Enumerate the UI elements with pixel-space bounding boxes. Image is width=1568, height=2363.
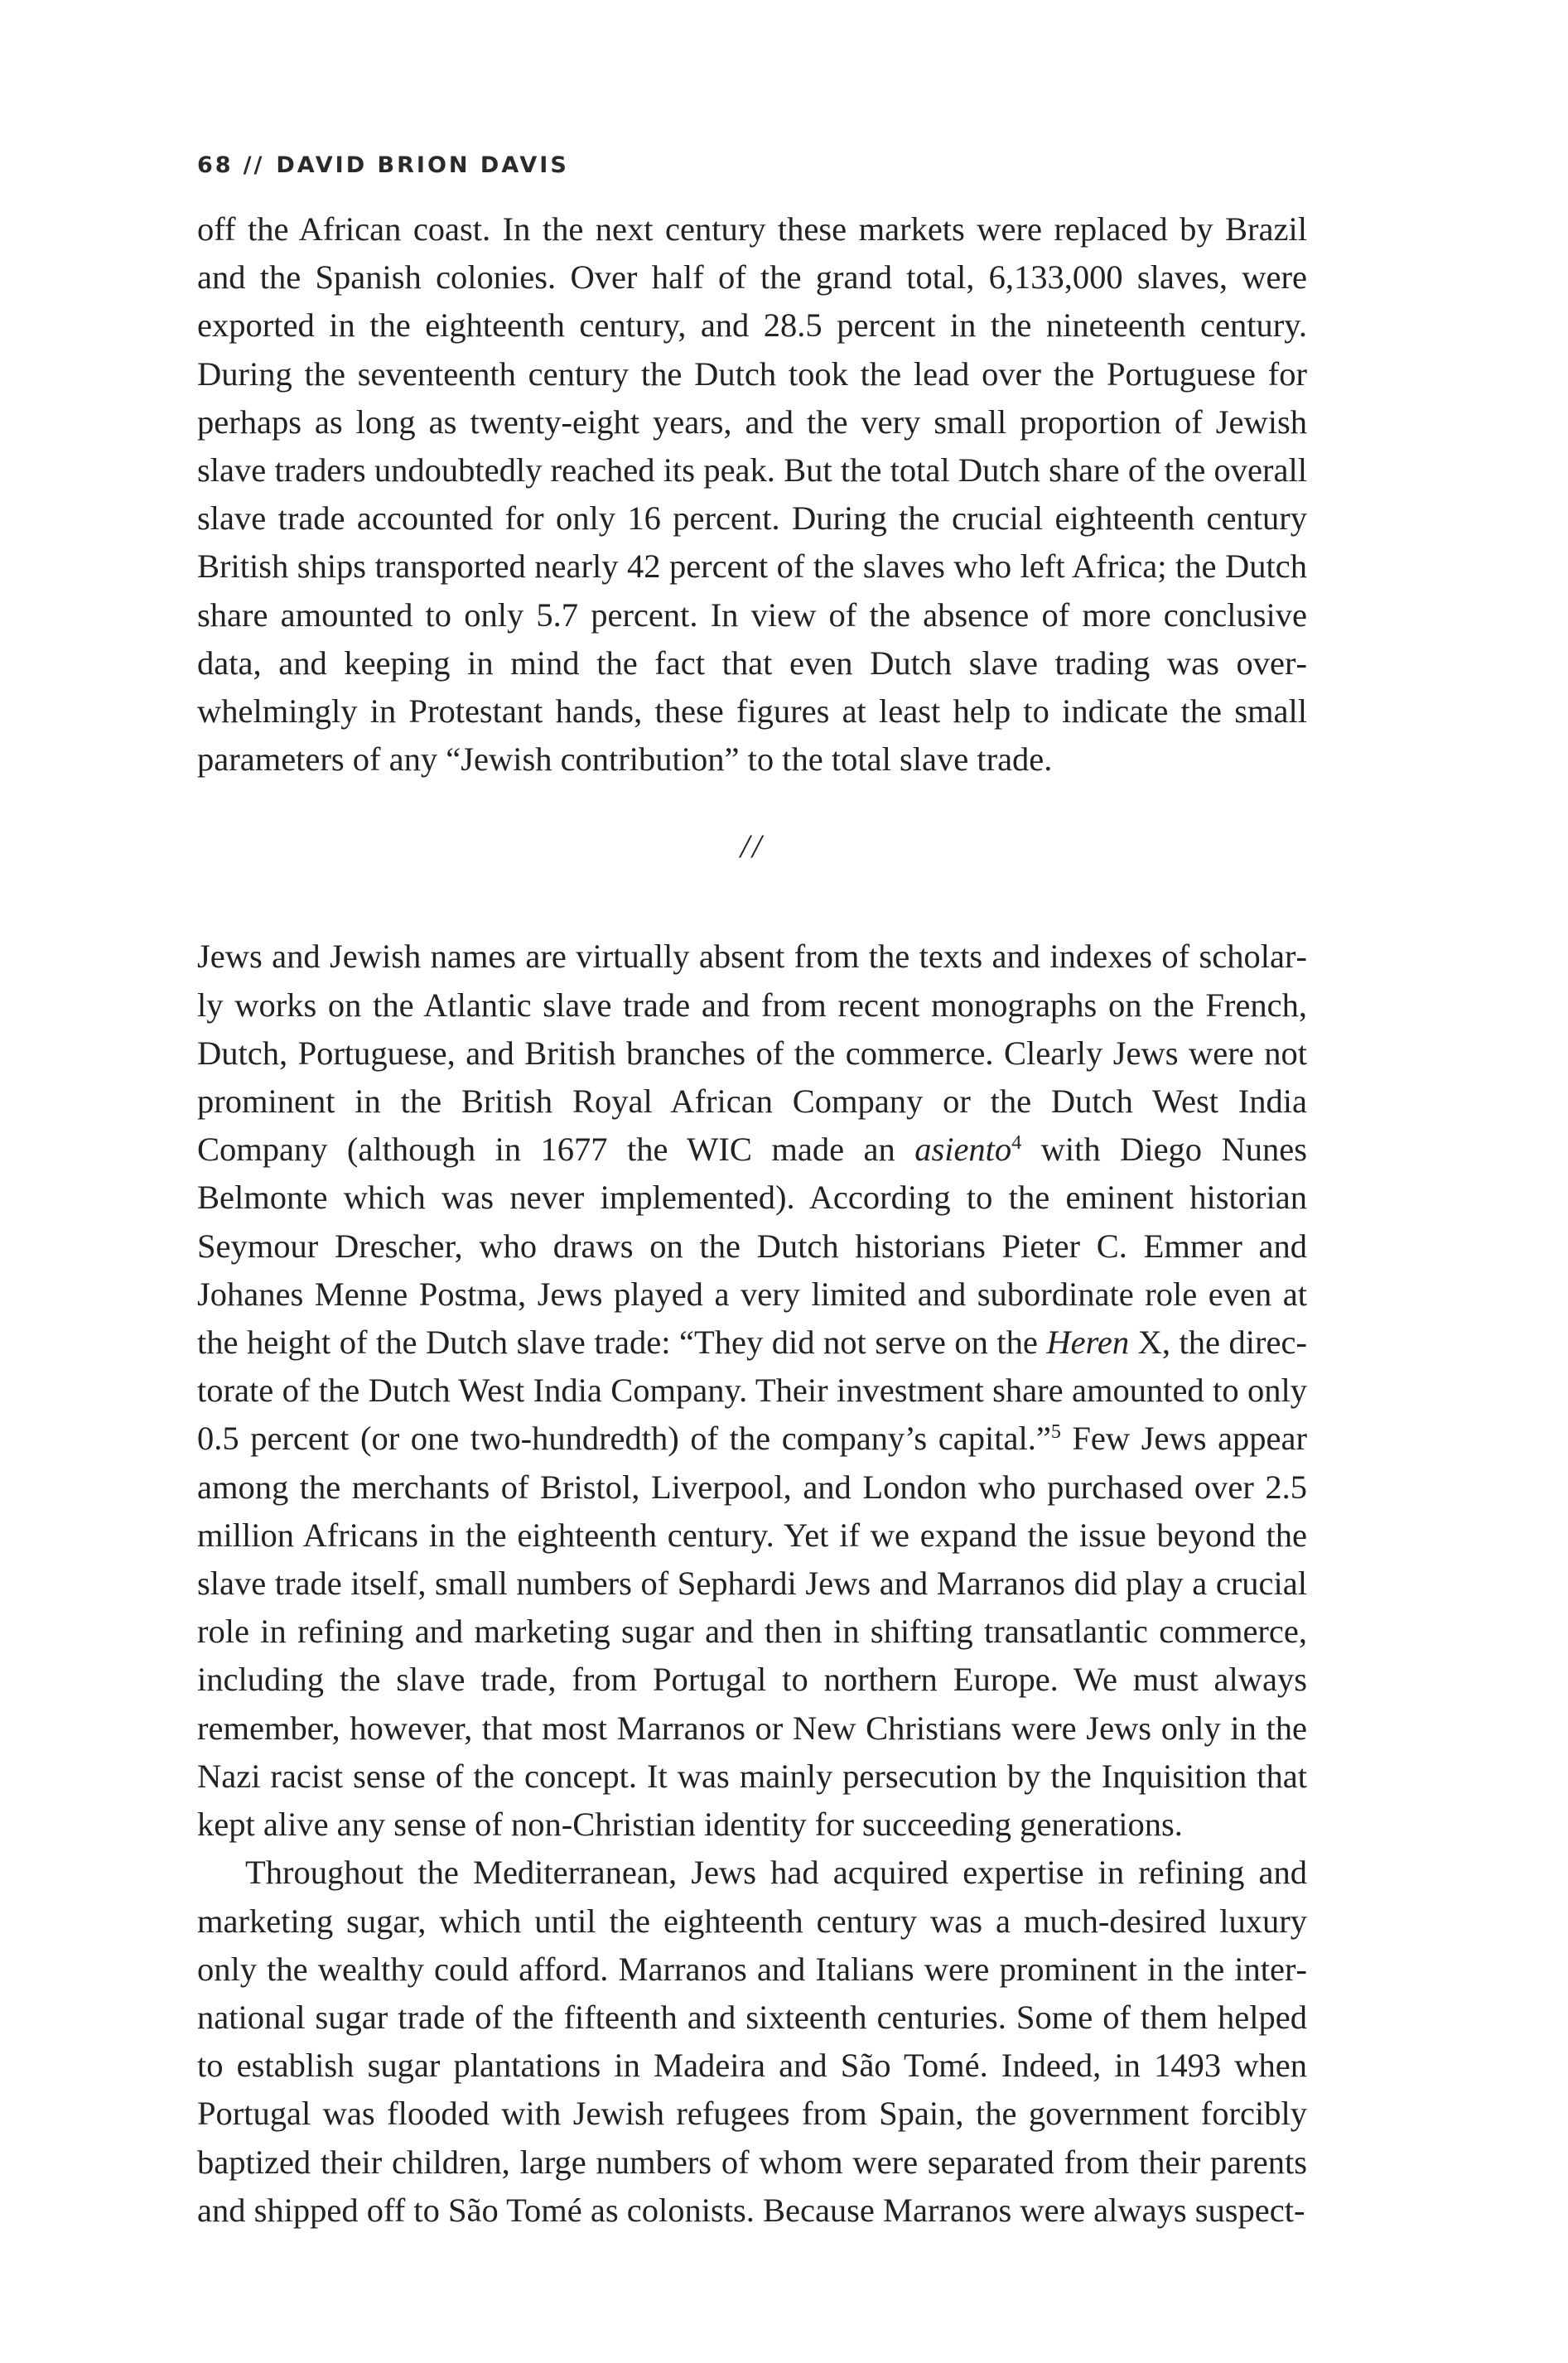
- paragraph-2: [197, 933, 1307, 1849]
- page-number: 68: [197, 152, 234, 178]
- running-header: [197, 149, 1307, 182]
- paragraph-3: Throughout the Mediterranean, Jews had acquired expertise in refining and marketing sugar, which until the eighteenth century was a much-desired luxury only the wealthy could afford. Marranos and Italians were prominent in the international sugar trade of the fifteenth and sixteenth centuries. Some of them helped to establish sugar plantations in Madeira and São Tomé. Indeed, in 1493 when Portugal was flooded with Jewish refugees from Spain, the government forcibly baptized their children, large numbers of whom were separated from their parents and shipped off to São Tomé as colonists. Because Marranos were always suspect-: [197, 1854, 1307, 2229]
- paragraph-2-text-c: X, the directorate of the Dutch West India Company. Their investment share amounted to only 0.5 percent (or one two-hundredth) of the company’s capital.”: [197, 1324, 1307, 1458]
- author-name: DAVID BRION DAVIS: [276, 152, 569, 178]
- paragraph-2-text-b: with Diego Nunes Belmonte which was never implemented). According to the eminent historian Seymour Drescher, who draws on the Dutch historians Pieter C. Emmer and Johanes Menne Postma, Jews played a very limited and subordinate role even at the height of the Dutch slave trade: “They did not serve on the: [197, 1131, 1307, 1362]
- paragraph-2-text-a: Jews and Jewish names are virtually absent from the texts and indexes of scholarly works on the Atlantic slave trade and from recent monographs on the French, Dutch, Portuguese, and British branches of the commerce. Clearly Jews were not prominent in the British Royal African Company or the Dutch West India Company (although in 1677 the WIC made an: [197, 938, 1307, 1169]
- paragraph-2-text-d: Few Jews appear among the merchants of Bristol, Liverpool, and London who purchased over 2.5 million Africans in the eighteenth century. Yet if we expand the issue beyond the slave trade itself, small numbers of Sephardi Jews and Marranos did play a crucial role in refining and marketing sugar and then in shifting transatlantic commerce, including the slave trade, from Portugal to northern Europe. We must always remember, however, that most Marranos or New Christians were Jews only in the Nazi racist sense of the concept. It was mainly persecution by the Inquisition that kept alive any sense of non-Christian identity for succeeding generations.: [197, 1420, 1307, 1844]
- heren-term: Heren: [1046, 1324, 1130, 1362]
- asiento-term: asiento: [914, 1131, 1012, 1169]
- footnote-ref-4: 4: [1011, 1132, 1022, 1155]
- footnote-ref-5: 5: [1050, 1421, 1061, 1444]
- book-page: [197, 149, 1307, 2235]
- paragraph-1: off the African coast. In the next century these markets were replaced by Brazil and the Spanish colonies. Over half of the grand total, 6,133,000 slaves, were exported in the eighteenth century, and 28.5 percent in the nineteenth century. During the seventeenth century the Dutch took the lead over the Portuguese for perhaps as long as twenty-eight years, and the very small proportion of Jewish slave traders undoubtedly reached its peak. But the total Dutch share of the overall slave trade accounted for only 16 percent. During the crucial eighteenth century British ships transported nearly 42 percent of the slaves who left Africa; the Dutch share amounted to only 5.7 percent. In view of the absence of more conclusive data, and keeping in mind the fact that even Dutch slave trading was overwhelmingly in Protestant hands, these figures at least help to indicate the small parameters of any “Jewish contribution” to the total slave trade.: [197, 210, 1307, 779]
- header-separator: //: [243, 152, 265, 178]
- section-break: //: [740, 827, 765, 866]
